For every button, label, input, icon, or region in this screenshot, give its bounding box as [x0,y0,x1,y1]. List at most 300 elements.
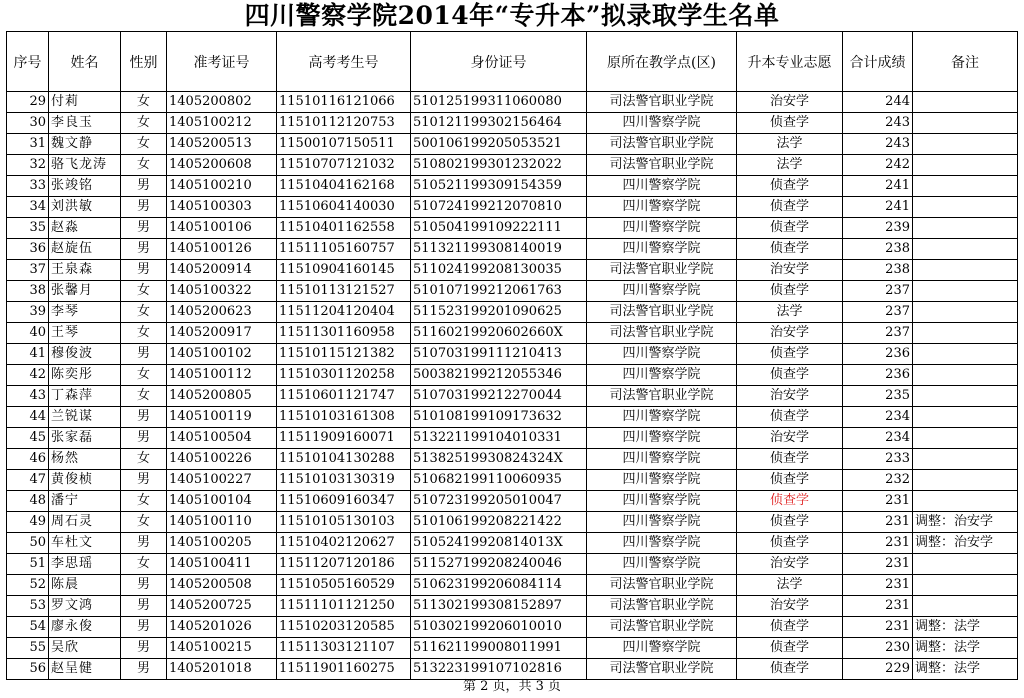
cell-note [913,176,1018,197]
cell-school: 四川警察学院 [587,113,737,134]
cell-no: 37 [7,260,49,281]
cell-note [913,428,1018,449]
admission-table [6,31,1018,680]
cell-gaokao-id: 11510116121066 [277,92,411,113]
cell-major: 侦查学 [737,239,843,260]
cell-gender: 女 [121,281,167,302]
cell-gender: 男 [121,470,167,491]
cell-exam-id: 1405100106 [167,218,277,239]
cell-note [913,470,1018,491]
cell-school: 司法警官职业学院 [587,659,737,680]
cell-name: 赵淼 [49,218,121,239]
cell-score: 237 [843,323,913,344]
table-row [7,176,1018,197]
cell-gaokao-id: 11511204120404 [277,302,411,323]
cell-no: 53 [7,596,49,617]
header-score: 合计成绩 [843,32,913,92]
cell-no: 46 [7,449,49,470]
cell-major: 侦查学 [737,281,843,302]
cell-score: 234 [843,428,913,449]
cell-name: 陈晨 [49,575,121,596]
cell-gaokao-id: 11510401162558 [277,218,411,239]
table-row [7,260,1018,281]
cell-no: 38 [7,281,49,302]
cell-major: 治安学 [737,596,843,617]
cell-gender: 男 [121,659,167,680]
table-row [7,659,1018,680]
cell-school: 四川警察学院 [587,197,737,218]
cell-name: 张家磊 [49,428,121,449]
cell-exam-id: 1405100411 [167,554,277,575]
table-row [7,449,1018,470]
cell-note: 调整：法学 [913,659,1018,680]
cell-major: 治安学 [737,386,843,407]
cell-exam-id: 1405201026 [167,617,277,638]
cell-id-card: 510504199109222111 [411,218,587,239]
table-row [7,470,1018,491]
cell-no: 45 [7,428,49,449]
cell-exam-id: 1405100504 [167,428,277,449]
cell-id-card: 510703199212270044 [411,386,587,407]
cell-id-card: 510107199212061763 [411,281,587,302]
table-row [7,617,1018,638]
cell-gender: 男 [121,596,167,617]
cell-name: 张竣铭 [49,176,121,197]
cell-school: 司法警官职业学院 [587,260,737,281]
cell-score: 241 [843,176,913,197]
cell-score: 239 [843,218,913,239]
cell-id-card: 510724199212070810 [411,197,587,218]
cell-exam-id: 1405200914 [167,260,277,281]
document-title: 四川警察学院2014年“专升本”拟录取学生名单 [244,1,780,30]
table-row [7,155,1018,176]
cell-score: 238 [843,260,913,281]
cell-major: 侦查学 [737,512,843,533]
cell-major: 侦查学 [737,113,843,134]
cell-major: 侦查学 [737,491,843,512]
table-row [7,323,1018,344]
cell-school: 四川警察学院 [587,512,737,533]
cell-name: 付莉 [49,92,121,113]
cell-school: 四川警察学院 [587,533,737,554]
cell-exam-id: 1405200608 [167,155,277,176]
table-row [7,407,1018,428]
table-row [7,386,1018,407]
cell-gender: 女 [121,113,167,134]
cell-name: 罗文鸿 [49,596,121,617]
cell-score: 242 [843,155,913,176]
cell-school: 四川警察学院 [587,554,737,575]
cell-gaokao-id: 11511101121250 [277,596,411,617]
cell-school: 四川警察学院 [587,638,737,659]
cell-gender: 女 [121,92,167,113]
cell-major: 法学 [737,155,843,176]
cell-name: 车杜文 [49,533,121,554]
cell-school: 四川警察学院 [587,470,737,491]
cell-note [913,365,1018,386]
cell-no: 51 [7,554,49,575]
cell-score: 234 [843,407,913,428]
table-body [7,92,1018,680]
table-row [7,92,1018,113]
cell-major: 侦查学 [737,176,843,197]
cell-school: 四川警察学院 [587,407,737,428]
cell-name: 赵呈健 [49,659,121,680]
cell-note [913,554,1018,575]
cell-note [913,134,1018,155]
cell-name: 廖永俊 [49,617,121,638]
cell-id-card: 510703199111210413 [411,344,587,365]
cell-major: 治安学 [737,323,843,344]
cell-gaokao-id: 11510505160529 [277,575,411,596]
cell-gaokao-id: 11511303121107 [277,638,411,659]
cell-note [913,197,1018,218]
cell-gender: 男 [121,407,167,428]
cell-name: 陈奕彤 [49,365,121,386]
header-id-card: 身份证号 [411,32,587,92]
cell-major: 法学 [737,575,843,596]
cell-school: 司法警官职业学院 [587,323,737,344]
table-row [7,365,1018,386]
cell-gaokao-id: 11510115121382 [277,344,411,365]
cell-major: 侦查学 [737,638,843,659]
cell-gender: 男 [121,428,167,449]
cell-note: 调整：法学 [913,638,1018,659]
cell-school: 四川警察学院 [587,491,737,512]
header-gaokao-id: 高考考生号 [277,32,411,92]
cell-major: 侦查学 [737,197,843,218]
cell-id-card: 510802199301232022 [411,155,587,176]
cell-school: 四川警察学院 [587,344,737,365]
cell-exam-id: 1405200513 [167,134,277,155]
cell-score: 232 [843,470,913,491]
cell-exam-id: 1405201018 [167,659,277,680]
cell-exam-id: 1405100227 [167,470,277,491]
cell-gender: 女 [121,449,167,470]
cell-score: 229 [843,659,913,680]
cell-exam-id: 1405100119 [167,407,277,428]
cell-note [913,113,1018,134]
cell-no: 32 [7,155,49,176]
cell-score: 231 [843,596,913,617]
cell-school: 四川警察学院 [587,176,737,197]
page-footer: 第 2 页，共 3 页 [462,679,562,694]
cell-exam-id: 1405100303 [167,197,277,218]
cell-note [913,491,1018,512]
cell-id-card: 510623199206084114 [411,575,587,596]
cell-note [913,596,1018,617]
cell-gaokao-id: 11510402120627 [277,533,411,554]
cell-no: 33 [7,176,49,197]
cell-no: 49 [7,512,49,533]
cell-gaokao-id: 11510105130103 [277,512,411,533]
cell-gaokao-id: 11511901160275 [277,659,411,680]
cell-gender: 男 [121,638,167,659]
cell-score: 238 [843,239,913,260]
cell-school: 司法警官职业学院 [587,134,737,155]
cell-gender: 男 [121,575,167,596]
cell-gender: 女 [121,302,167,323]
table-row [7,344,1018,365]
cell-school: 四川警察学院 [587,428,737,449]
table-row [7,533,1018,554]
cell-no: 56 [7,659,49,680]
header-note: 备注 [913,32,1018,92]
cell-no: 55 [7,638,49,659]
cell-note [913,302,1018,323]
cell-gaokao-id: 11510404162168 [277,176,411,197]
cell-id-card: 510121199302156464 [411,113,587,134]
cell-id-card: 510302199206010010 [411,617,587,638]
cell-gaokao-id: 11510113121527 [277,281,411,302]
table-row [7,281,1018,302]
cell-major: 侦查学 [737,617,843,638]
cell-name: 周石灵 [49,512,121,533]
cell-major: 侦查学 [737,533,843,554]
cell-id-card: 511024199208130035 [411,260,587,281]
table-row [7,491,1018,512]
cell-score: 231 [843,554,913,575]
cell-major: 治安学 [737,554,843,575]
cell-gaokao-id: 11500107150511 [277,134,411,155]
cell-name: 黄俊桢 [49,470,121,491]
cell-exam-id: 1405200623 [167,302,277,323]
cell-score: 236 [843,365,913,386]
cell-note [913,344,1018,365]
cell-school: 四川警察学院 [587,281,737,302]
cell-exam-id: 1405200805 [167,386,277,407]
cell-no: 34 [7,197,49,218]
cell-major: 侦查学 [737,449,843,470]
cell-school: 司法警官职业学院 [587,617,737,638]
cell-exam-id: 1405100112 [167,365,277,386]
cell-name: 丁森萍 [49,386,121,407]
cell-score: 231 [843,512,913,533]
cell-name: 李思瑶 [49,554,121,575]
cell-exam-id: 1405100215 [167,638,277,659]
cell-id-card: 511527199208240046 [411,554,587,575]
cell-gaokao-id: 11511909160071 [277,428,411,449]
cell-name: 骆飞龙涛 [49,155,121,176]
cell-no: 54 [7,617,49,638]
cell-exam-id: 1405200917 [167,323,277,344]
cell-gender: 女 [121,323,167,344]
header-gender: 性别 [121,32,167,92]
cell-no: 50 [7,533,49,554]
cell-exam-id: 1405100110 [167,512,277,533]
cell-major: 治安学 [737,260,843,281]
cell-score: 237 [843,281,913,302]
cell-score: 231 [843,617,913,638]
cell-gender: 女 [121,386,167,407]
cell-score: 231 [843,575,913,596]
cell-major: 治安学 [737,428,843,449]
cell-gender: 男 [121,197,167,218]
cell-name: 王泉森 [49,260,121,281]
cell-name: 王琴 [49,323,121,344]
cell-no: 29 [7,92,49,113]
cell-name: 杨然 [49,449,121,470]
cell-note [913,323,1018,344]
header-no: 序号 [7,32,49,92]
cell-no: 36 [7,239,49,260]
cell-gender: 女 [121,554,167,575]
cell-score: 243 [843,134,913,155]
cell-no: 39 [7,302,49,323]
cell-name: 刘洪敏 [49,197,121,218]
table-row [7,218,1018,239]
cell-major: 侦查学 [737,470,843,491]
cell-id-card: 510682199110060935 [411,470,587,491]
cell-no: 31 [7,134,49,155]
cell-gender: 男 [121,260,167,281]
cell-note [913,239,1018,260]
cell-no: 52 [7,575,49,596]
cell-note: 调整：法学 [913,617,1018,638]
cell-major: 治安学 [737,92,843,113]
cell-exam-id: 1405100205 [167,533,277,554]
cell-gaokao-id: 11510103130319 [277,470,411,491]
header-major: 升本专业志愿 [737,32,843,92]
cell-school: 司法警官职业学院 [587,302,737,323]
cell-id-card: 51382519930824324X [411,449,587,470]
cell-no: 41 [7,344,49,365]
cell-major: 侦查学 [737,365,843,386]
cell-score: 244 [843,92,913,113]
cell-exam-id: 1405200802 [167,92,277,113]
table-row [7,197,1018,218]
cell-id-card: 511321199308140019 [411,239,587,260]
cell-gaokao-id: 11511301160958 [277,323,411,344]
cell-school: 司法警官职业学院 [587,596,737,617]
table-row [7,575,1018,596]
cell-score: 231 [843,491,913,512]
cell-score: 233 [843,449,913,470]
cell-name: 潘宁 [49,491,121,512]
cell-exam-id: 1405100104 [167,491,277,512]
cell-gaokao-id: 11510104130288 [277,449,411,470]
header-exam-id: 准考证号 [167,32,277,92]
cell-exam-id: 1405200725 [167,596,277,617]
cell-school: 四川警察学院 [587,239,737,260]
table-row [7,113,1018,134]
cell-id-card: 513223199107102816 [411,659,587,680]
cell-id-card: 500106199205053521 [411,134,587,155]
cell-name: 张馨月 [49,281,121,302]
table-row [7,239,1018,260]
cell-major: 法学 [737,134,843,155]
header-school: 原所在教学点(区) [587,32,737,92]
cell-gender: 男 [121,617,167,638]
table-row [7,512,1018,533]
cell-gender: 女 [121,512,167,533]
cell-note [913,281,1018,302]
cell-school: 四川警察学院 [587,365,737,386]
cell-gender: 男 [121,176,167,197]
cell-id-card: 510108199109173632 [411,407,587,428]
cell-exam-id: 1405100212 [167,113,277,134]
cell-name: 李良玉 [49,113,121,134]
cell-score: 243 [843,113,913,134]
cell-gaokao-id: 11510904160145 [277,260,411,281]
cell-gender: 男 [121,218,167,239]
table-row [7,554,1018,575]
cell-name: 吴欣 [49,638,121,659]
cell-school: 司法警官职业学院 [587,92,737,113]
cell-major: 侦查学 [737,659,843,680]
cell-exam-id: 1405100126 [167,239,277,260]
header-name: 姓名 [49,32,121,92]
cell-name: 李琴 [49,302,121,323]
cell-no: 40 [7,323,49,344]
cell-note [913,575,1018,596]
cell-score: 235 [843,386,913,407]
cell-major: 法学 [737,302,843,323]
cell-gaokao-id: 11510601121747 [277,386,411,407]
cell-major: 侦查学 [737,344,843,365]
cell-id-card: 51160219920602660X [411,323,587,344]
cell-school: 司法警官职业学院 [587,155,737,176]
cell-no: 30 [7,113,49,134]
cell-id-card: 513221199104010331 [411,428,587,449]
cell-school: 司法警官职业学院 [587,575,737,596]
cell-gender: 女 [121,491,167,512]
cell-id-card: 500382199212055346 [411,365,587,386]
cell-note [913,218,1018,239]
cell-gaokao-id: 11510604140030 [277,197,411,218]
cell-gender: 女 [121,134,167,155]
cell-note [913,260,1018,281]
cell-gaokao-id: 11510112120753 [277,113,411,134]
cell-gender: 男 [121,344,167,365]
cell-exam-id: 1405200508 [167,575,277,596]
cell-id-card: 510106199208221422 [411,512,587,533]
cell-score: 231 [843,533,913,554]
cell-name: 穆俊波 [49,344,121,365]
cell-no: 48 [7,491,49,512]
cell-no: 35 [7,218,49,239]
cell-exam-id: 1405100322 [167,281,277,302]
cell-gaokao-id: 11511105160757 [277,239,411,260]
cell-major: 侦查学 [737,407,843,428]
cell-no: 44 [7,407,49,428]
cell-note [913,92,1018,113]
cell-note [913,449,1018,470]
table-row [7,428,1018,449]
cell-exam-id: 1405100210 [167,176,277,197]
cell-school: 司法警官职业学院 [587,386,737,407]
cell-no: 42 [7,365,49,386]
cell-school: 四川警察学院 [587,449,737,470]
cell-name: 兰锐谋 [49,407,121,428]
cell-gender: 女 [121,365,167,386]
table-row [7,134,1018,155]
cell-id-card: 51052419920814013X [411,533,587,554]
cell-gaokao-id: 11511207120186 [277,554,411,575]
cell-score: 236 [843,344,913,365]
table-row [7,302,1018,323]
table-row [7,596,1018,617]
cell-name: 魏文静 [49,134,121,155]
cell-exam-id: 1405100226 [167,449,277,470]
cell-score: 230 [843,638,913,659]
cell-note: 调整：治安学 [913,512,1018,533]
cell-gaokao-id: 11510707121032 [277,155,411,176]
cell-school: 四川警察学院 [587,218,737,239]
cell-id-card: 511621199008011991 [411,638,587,659]
cell-score: 237 [843,302,913,323]
cell-no: 43 [7,386,49,407]
